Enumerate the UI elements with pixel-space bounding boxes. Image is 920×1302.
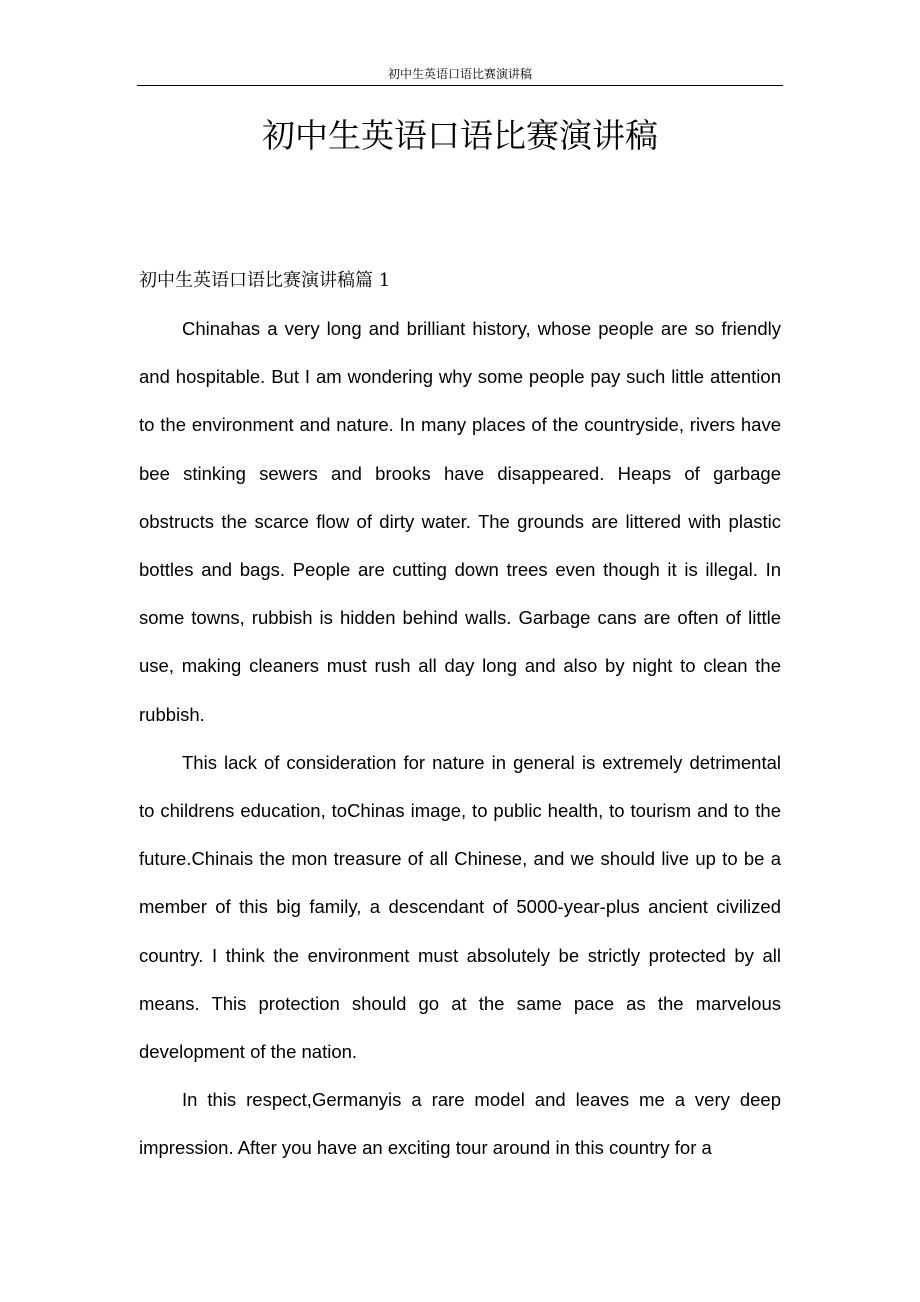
running-header: 初中生英语口语比赛演讲稿 xyxy=(387,67,532,81)
paragraph: This lack of consideration for nature in general is extremely detrimental to childrens education, toChinas image, to public health, to tourism and to the future.Chinais the mon treasure of all Chinese, and we should live up to be a member of this big family, a descendant of 5000-year-plus ancient civilized country. I think the environment must absolutely be strictly protected by all means. This protection should go at the same pace as the marvelous development of the nation. xyxy=(139,751,781,1063)
document-body xyxy=(139,305,781,1173)
paragraph: In this respect,Germanyis a rare model and leaves me a very deep impression. After you have an exciting tour around in this country for a xyxy=(139,1089,781,1159)
header-divider xyxy=(137,85,783,86)
paragraph: Chinahas a very long and brilliant history, whose people are so friendly and hospitable. But I am wondering why some people pay such little attention to the environment and nature. In many places of the countryside, rivers have bee stinking sewers and brooks have disappeared. Heaps of garbage obstructs the scarce flow of dirty water. The grounds are littered with plastic bottles and bags. People are cutting down trees even though it is illegal. In some towns, rubbish is hidden behind walls. Garbage cans are often of little use, making cleaners must rush all day long and also by night to clean the rubbish. xyxy=(139,318,781,725)
section-heading: 初中生英语口语比赛演讲稿篇 1 xyxy=(139,270,391,291)
document-title: 初中生英语口语比赛演讲稿 xyxy=(262,116,658,155)
